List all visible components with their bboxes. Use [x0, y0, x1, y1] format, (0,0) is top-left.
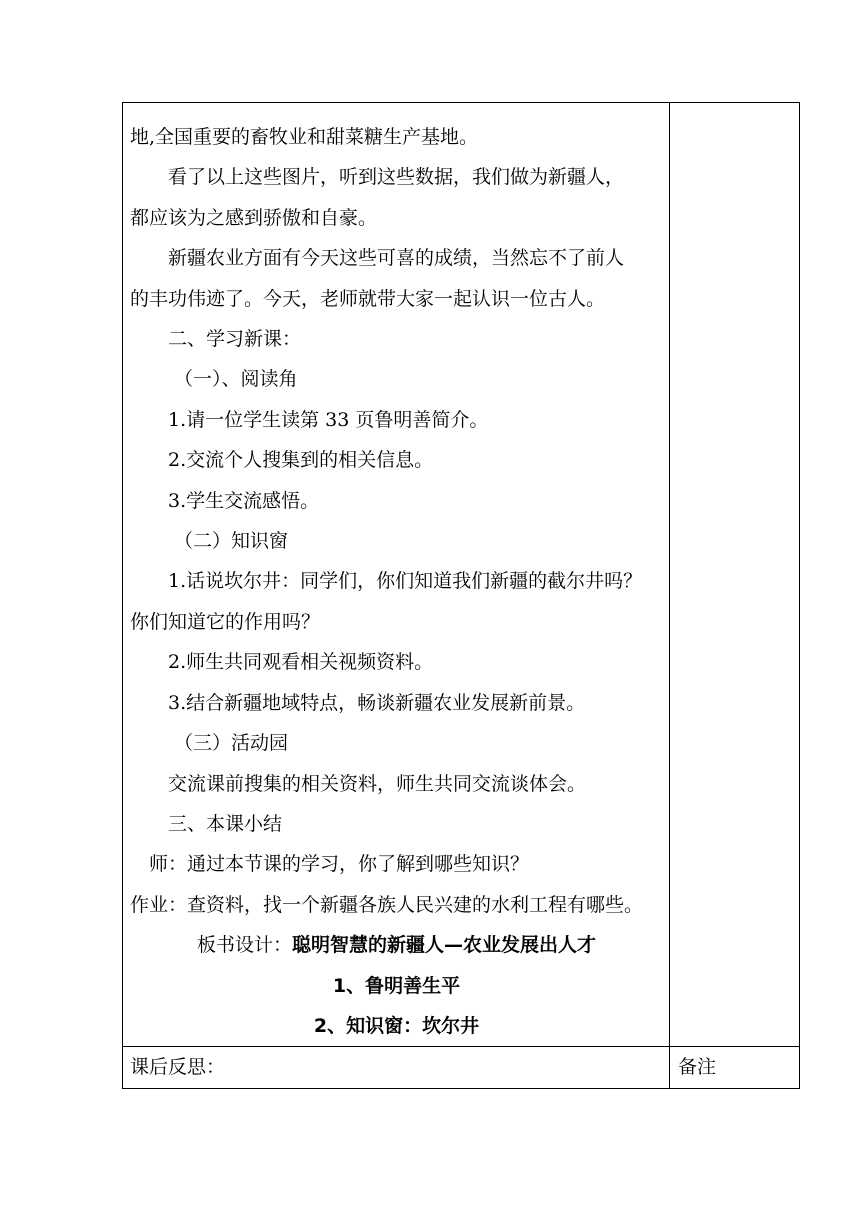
lesson-plan-table — [122, 102, 800, 1089]
paragraph-line: 的丰功伟迹了。今天，老师就带大家一起认识一位古人。 — [130, 287, 606, 310]
subsection-heading: （一）、阅读角 — [174, 368, 298, 391]
list-item: 3.学生交流感悟。 — [168, 489, 320, 512]
remarks-cell — [670, 1047, 800, 1089]
paragraph-line: 新疆农业方面有今天这些可喜的成绩，当然忘不了前人 — [168, 247, 625, 270]
lesson-content-cell — [123, 103, 670, 1047]
section-heading: 三、本课小结 — [168, 812, 283, 835]
side-notes-cell — [670, 103, 800, 1047]
lesson-content — [123, 103, 669, 1046]
list-item: 1.话说坎尔井：同学们，你们知道我们新疆的截尔井吗？ — [168, 570, 643, 593]
paragraph-line: 你们知道它的作用吗？ — [130, 610, 321, 633]
board-design-title: 聪明智慧的新疆人—农业发展出人才 — [292, 934, 597, 957]
reflection-label: 课后反思： — [130, 1056, 226, 1079]
list-item: 2.交流个人搜集到的相关信息。 — [168, 449, 434, 472]
subsection-heading: （二）知识窗 — [174, 530, 289, 553]
list-item: 3.结合新疆地域特点，畅谈新疆农业发展新前景。 — [168, 691, 586, 714]
list-item: 2.师生共同观看相关视频资料。 — [168, 651, 434, 674]
section-heading: 二、学习新课： — [168, 328, 302, 351]
homework-line: 作业：查资料，找一个新疆各族人民兴建的水利工程有哪些。 — [130, 893, 644, 916]
paragraph-line: 师：通过本节课的学习，你了解到哪些知识？ — [149, 853, 530, 876]
reflection-cell — [123, 1047, 670, 1089]
paragraph-line: 交流课前搜集的相关资料，师生共同交流谈体会。 — [168, 772, 587, 795]
paragraph-line: 都应该为之感到骄傲和自豪。 — [130, 206, 378, 229]
board-design-heading — [130, 925, 663, 965]
paragraph-line: 看了以上这些图片，听到这些数据，我们做为新疆人， — [168, 166, 625, 189]
footer-row — [123, 1047, 800, 1089]
subsection-heading: （三）活动园 — [174, 732, 289, 755]
board-design-item: 1、鲁明善生平 — [332, 974, 461, 997]
board-design-label: 板书设计： — [196, 934, 292, 957]
content-row — [123, 103, 800, 1047]
board-design-item: 2、知识窗：坎尔井 — [313, 1014, 480, 1037]
list-item: 1.请一位学生读第 33 页鲁明善简介。 — [168, 408, 489, 431]
remarks-label: 备注 — [678, 1056, 717, 1079]
paragraph-line: 地,全国重要的畜牧业和甜菜糖生产基地。 — [130, 126, 479, 148]
